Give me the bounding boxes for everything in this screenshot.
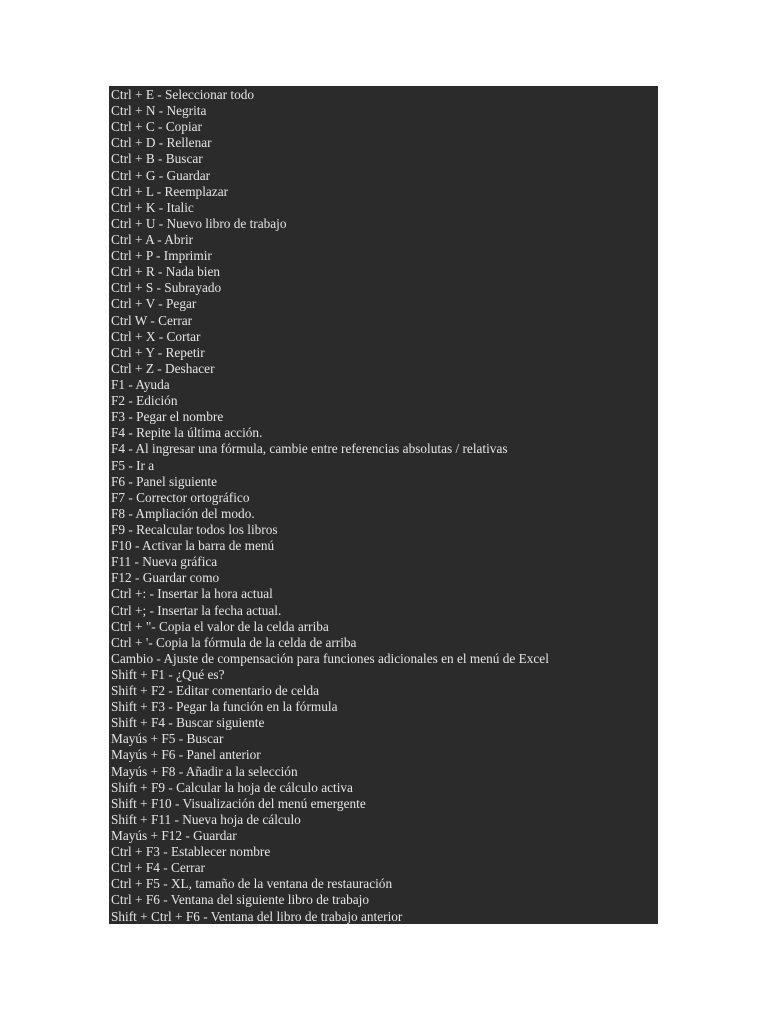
shortcut-line: Ctrl + F4 - Cerrar — [111, 860, 205, 876]
shortcut-line: Shift + F2 - Editar comentario de celda — [111, 683, 319, 699]
shortcut-line: F1 - Ayuda — [111, 376, 170, 392]
shortcut-line: Shift + F4 - Buscar siguiente — [111, 715, 265, 731]
shortcut-line: Ctrl + U - Nuevo libro de trabajo — [111, 215, 287, 231]
shortcut-line: F6 - Panel siguiente — [111, 473, 217, 489]
shortcut-line: Ctrl + F6 - Ventana del siguiente libro de trabajo — [111, 892, 369, 908]
shortcut-line: Shift + F9 - Calcular la hoja de cálculo activa — [111, 779, 353, 795]
shortcut-line: Shift + F11 - Nueva hoja de cálculo — [111, 811, 301, 827]
shortcut-line: F12 - Guardar como — [111, 570, 220, 586]
shortcut-line: Ctrl + V - Pegar — [111, 296, 197, 312]
shortcut-line: Ctrl W - Cerrar — [111, 312, 193, 328]
shortcut-line: Ctrl + B - Buscar — [111, 151, 203, 167]
shortcut-line: Mayús + F8 - Añadir a la selección — [111, 763, 298, 779]
shortcut-line: F5 - Ir a — [111, 457, 155, 473]
shortcut-line: Ctrl + S - Subrayado — [111, 280, 222, 296]
shortcut-line: Ctrl + "- Copia el valor de la celda arriba — [111, 618, 329, 634]
shortcut-line: F7 - Corrector ortográfico — [111, 489, 250, 505]
shortcut-line: Ctrl + G - Guardar — [111, 167, 211, 183]
shortcut-line: Ctrl + K - Italic — [111, 199, 194, 215]
shortcut-line: F11 - Nueva gráfica — [111, 554, 218, 570]
shortcut-line: F4 - Repite la última acción. — [111, 425, 263, 441]
shortcut-line: Ctrl + X - Cortar — [111, 328, 201, 344]
shortcut-line: F4 - Al ingresar una fórmula, cambie entre referencias absolutas / relativas — [111, 441, 508, 457]
shortcut-line: Ctrl + Z - Deshacer — [111, 360, 215, 376]
shortcut-line: Shift + F1 - ¿Qué es? — [111, 666, 225, 682]
shortcut-line: Ctrl + E - Seleccionar todo — [111, 87, 255, 102]
shortcut-list-block — [109, 86, 658, 924]
shortcut-line: F9 - Recalcular todos los libros — [111, 521, 278, 537]
shortcut-line: Ctrl + Y - Repetir — [111, 344, 205, 360]
shortcut-line: Ctrl + '- Copia la fórmula de la celda de arriba — [111, 634, 357, 650]
shortcut-line: Mayús + F5 - Buscar — [111, 731, 224, 747]
shortcut-line: Ctrl + A - Abrir — [111, 231, 194, 247]
shortcut-line: Ctrl + D - Rellenar — [111, 135, 212, 151]
shortcut-line: Cambio - Ajuste de compensación para funciones adicionales en el menú de Excel — [111, 650, 549, 666]
shortcut-line: Ctrl + C - Copiar — [111, 119, 202, 135]
shortcut-line: Ctrl + F3 - Establecer nombre — [111, 844, 271, 860]
shortcut-line: Shift + Ctrl + F6 - Ventana del libro de trabajo anterior — [111, 908, 403, 924]
shortcut-line: F8 - Ampliación del modo. — [111, 505, 255, 521]
shortcut-line: Ctrl +: - Insertar la hora actual — [111, 586, 273, 602]
shortcut-line: Ctrl + L - Reemplazar — [111, 183, 229, 199]
shortcut-line: Mayús + F6 - Panel anterior — [111, 747, 261, 763]
shortcut-line: Ctrl + P - Imprimir — [111, 248, 212, 264]
shortcut-line: Ctrl + R - Nada bien — [111, 264, 221, 280]
shortcut-line: F10 - Activar la barra de menú — [111, 538, 275, 554]
shortcut-line: Shift + F10 - Visualización del menú emergente — [111, 795, 366, 811]
shortcut-line: Ctrl + F5 - XL, tamaño de la ventana de restauración — [111, 876, 393, 892]
shortcut-line: Mayús + F12 - Guardar — [111, 828, 237, 844]
shortcut-line: F2 - Edición — [111, 393, 178, 409]
shortcut-line: Ctrl + N - Negrita — [111, 103, 207, 119]
shortcut-line: F3 - Pegar el nombre — [111, 409, 224, 425]
shortcut-line: Ctrl +; - Insertar la fecha actual. — [111, 602, 282, 618]
shortcut-line: Shift + F3 - Pegar la función en la fórmula — [111, 699, 338, 715]
